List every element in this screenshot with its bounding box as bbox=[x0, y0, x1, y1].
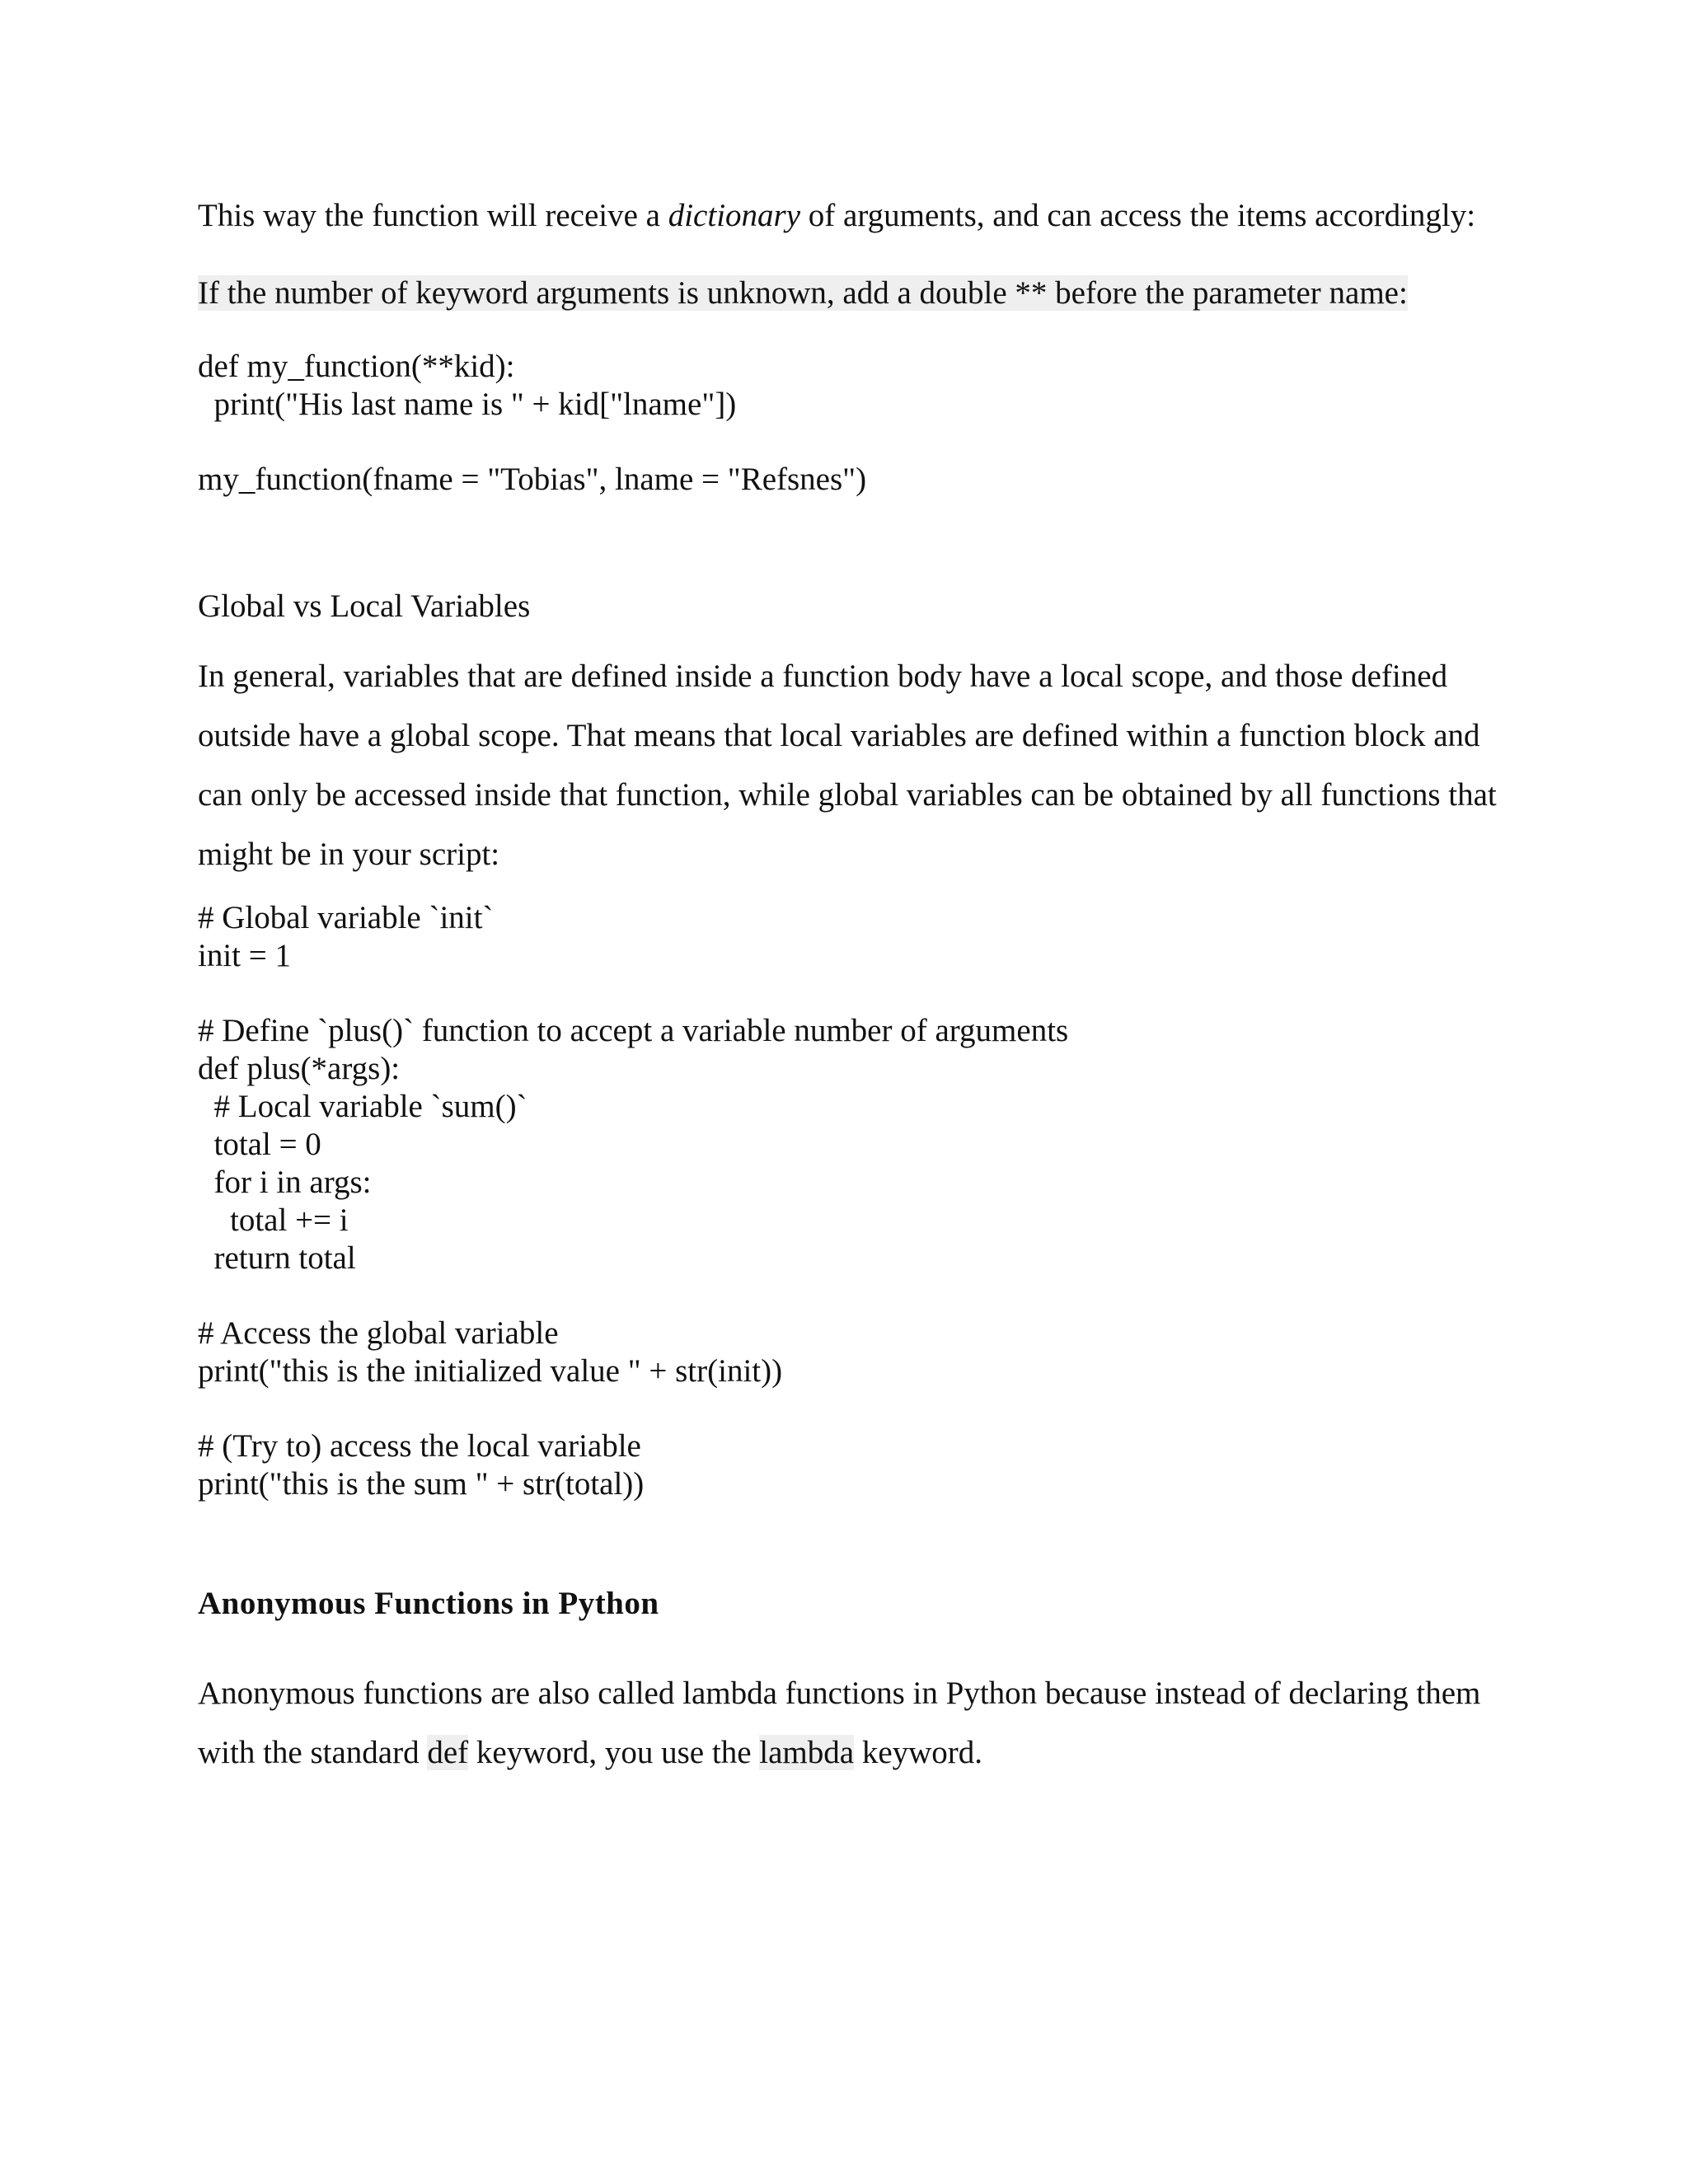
code-line: for i in args: bbox=[198, 1165, 372, 1200]
scope-heading: Global vs Local Variables bbox=[198, 588, 531, 624]
inline-code-lambda: lambda bbox=[759, 1735, 855, 1770]
code-line: init = 1 bbox=[198, 938, 292, 973]
kwargs-call-line: my_function(fname = "Tobias", lname = "Refsnes") bbox=[198, 462, 867, 497]
lambda-paragraph bbox=[198, 1664, 1517, 1783]
code-line: # (Try to) access the local variable bbox=[198, 1428, 641, 1464]
scope-code-access-local bbox=[198, 1427, 1517, 1503]
lambda-text-2: keyword, you use the bbox=[468, 1735, 760, 1770]
code-line: print("this is the initialized value " + str(init)) bbox=[198, 1353, 783, 1389]
inline-code-def: def bbox=[427, 1735, 469, 1770]
intro-emphasis: dictionary bbox=[668, 198, 801, 233]
code-line: # Define `plus()` function to accept a variable number of arguments bbox=[198, 1013, 1069, 1048]
lambda-text-3: keyword. bbox=[854, 1735, 983, 1770]
kwargs-note bbox=[198, 274, 1517, 312]
intro-text-after: of arguments, and can access the items accordingly: bbox=[800, 198, 1476, 233]
code-line: total += i bbox=[198, 1202, 349, 1238]
scope-code-access-global bbox=[198, 1315, 1517, 1390]
scope-code-plus-function bbox=[198, 1012, 1517, 1277]
code-line: def plus(*args): bbox=[198, 1051, 401, 1086]
code-line: def my_function(**kid): bbox=[198, 349, 515, 384]
code-line: print("this is the sum " + str(total)) bbox=[198, 1466, 645, 1502]
lambda-text-1: Anonymous functions are also called lambda functions in Python because instead of declaring them with the standard bbox=[198, 1675, 1481, 1770]
document-page bbox=[198, 196, 1517, 1783]
scope-code-global bbox=[198, 899, 1517, 975]
intro-paragraph bbox=[198, 196, 1517, 235]
scope-paragraph: In general, variables that are defined inside a function body have a local scope, and those defined outside have a global scope. That means that local variables are defined within a function block and can only be accessed inside that function, while global variables can be obtained by all functions that might be in your script: bbox=[198, 658, 1497, 872]
intro-text-before: This way the function will receive a bbox=[198, 198, 668, 233]
code-line: return total bbox=[198, 1240, 356, 1276]
code-line: # Global variable `init` bbox=[198, 900, 494, 935]
code-line: # Access the global variable bbox=[198, 1315, 559, 1351]
code-line: print("His last name is " + kid["lname"]) bbox=[198, 387, 737, 422]
kwargs-note-highlight: If the number of keyword arguments is unknown, add a double ** before the parameter name: bbox=[198, 275, 1408, 311]
code-line: total = 0 bbox=[198, 1127, 321, 1162]
kwargs-code-block bbox=[198, 348, 1517, 424]
lambda-heading: Anonymous Functions in Python bbox=[198, 1586, 659, 1621]
code-line: # Local variable `sum()` bbox=[198, 1089, 528, 1124]
